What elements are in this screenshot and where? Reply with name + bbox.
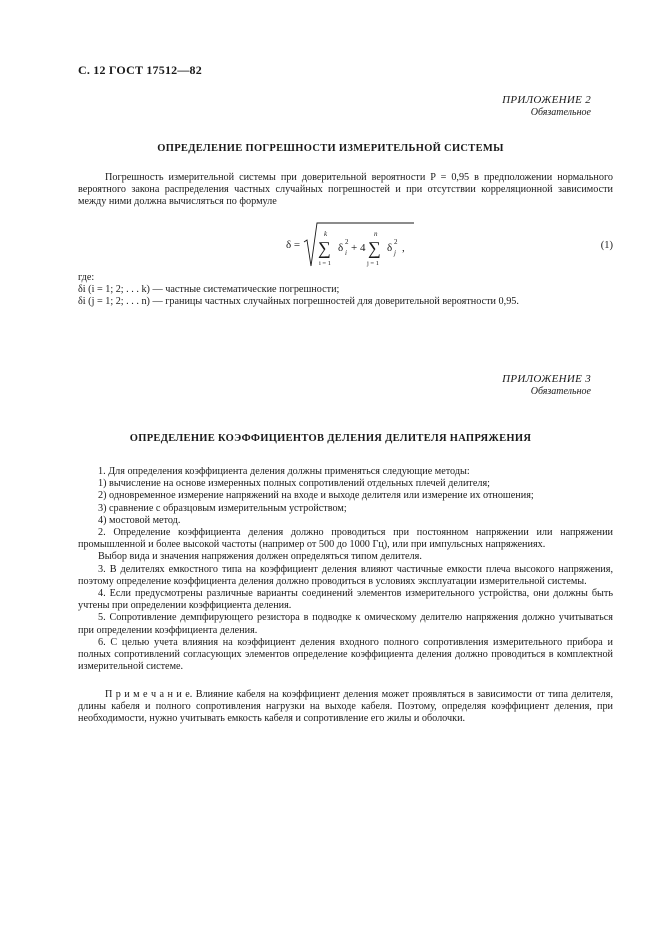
where-label: где: — [78, 272, 95, 283]
appendix-3-label-block — [502, 373, 591, 398]
list-item: 2) одновременное измерение напряжений на входе и выходе делителя или измерение их отношения; — [98, 490, 534, 502]
formula-lhs: δ = — [286, 239, 301, 251]
appendix-3-note — [78, 689, 613, 726]
list-item: 2. Определение коэффициента деления должно проводиться при постоянном напряжении или напряжении промышленной и более высокой частоты (например от 500 до 1000 Гц), или при импульсных напряжениях. — [78, 527, 613, 551]
appendix-2-intro — [78, 172, 613, 209]
term1-sup: 2 — [345, 238, 349, 246]
sum2-sigma: ∑ — [368, 238, 381, 258]
term1-sub: i — [345, 249, 347, 257]
list-item: 4. Если предусмотрены различные варианты соединений элементов измерительного устройства, они должны быть учтены при определении коэффициента деления. — [78, 588, 613, 612]
appendix-3-title: ОПРЕДЕЛЕНИЕ КОЭФФИЦИЕНТОВ ДЕЛЕНИЯ ДЕЛИТЕЛЯ НАПРЯЖЕНИЯ — [129, 433, 532, 444]
list-item: 6. С целью учета влияния на коэффициент деления входного полного сопротивления измерительного прибора и полных сопротивлений согласующих элементов определение коэффициента деления должно проводиться в комплектной измерительной системе. — [78, 636, 613, 673]
definition-item: δi (j = 1; 2; . . . n) — границы частных случайных погрешностей для доверительной вероятности 0,95. — [78, 296, 519, 308]
term2-sup: 2 — [394, 238, 398, 246]
appendix-3-status: Обязательное — [530, 386, 591, 397]
intro-paragraph: Погрешность измерительной системы при доверительной вероятности P = 0,95 в предположении нормального вероятного закона распределения частных случайных погрешностей и при отсутствии корреляционной зависимости между ними должна вычисляться по формуле — [78, 172, 613, 208]
appendix-3-label: ПРИЛОЖЕНИЕ 3 — [502, 373, 591, 385]
definition-item: δi (i = 1; 2; . . . k) — частные систематические погрешности; — [78, 284, 340, 296]
sum1-sigma: ∑ — [318, 238, 331, 258]
appendix-2-label-block — [502, 94, 591, 119]
sum1-lower: i = 1 — [319, 260, 331, 267]
list-item: 3) сравнение с образцовым измерительным устройством; — [98, 502, 347, 514]
sum2-upper: n — [374, 230, 378, 238]
list-item: 1. Для определения коэффициента деления должны применяться следующие методы: — [98, 466, 470, 477]
formula-plus: + 4 — [351, 242, 366, 254]
appendix-2-label: ПРИЛОЖЕНИЕ 2 — [502, 94, 591, 106]
sum2-lower: j = 1 — [367, 260, 379, 267]
appendix-3-body — [78, 466, 613, 673]
appendix-2-status: Обязательное — [530, 107, 591, 118]
appendix-2-title: ОПРЕДЕЛЕНИЕ ПОГРЕШНОСТИ ИЗМЕРИТЕЛЬНОЙ СИСТЕМЫ — [157, 143, 504, 154]
list-item: 4) мостовой метод. — [98, 514, 181, 526]
note-text: Влияние кабеля на коэффициент деления может проявляться в зависимости от типа делителя, длины кабеля и полного сопротивления нагрузки на выходе кабеля. Поэтому, определяя коэффициент деления, при необходимости, нужно учитывать емкость кабеля и сопротивление его жилы и оболочки. — [78, 689, 613, 725]
note-label: П р и м е ч а н и е. — [105, 689, 193, 700]
formula-tail: , — [402, 242, 405, 254]
term2-sub: j — [394, 249, 396, 257]
list-item: Выбор вида и значения напряжения должен определяться типом делителя. — [98, 551, 422, 563]
formula-1 — [0, 222, 661, 272]
list-item: 3. В делителях емкостного типа на коэффициент деления влияют частичные емкости плеча высокого напряжения, поэтому определение коэффициента деления должно проводиться в условиях эксплуатации измерительной системы. — [78, 563, 613, 587]
list-item: 5. Сопротивление демпфирующего резистора в подводке к омическому делителю напряжения должно учитываться при определении коэффициента деления. — [78, 612, 613, 636]
formula-number: (1) — [600, 240, 613, 251]
term2-delta: δ — [387, 242, 393, 254]
formula-definitions — [78, 272, 519, 309]
list-item: 1) вычисление на основе измеренных полных сопротивлений отдельных плечей делителя; — [98, 478, 490, 490]
page-header: С. 12 ГОСТ 17512—82 — [78, 63, 202, 77]
sum1-upper: k — [324, 230, 328, 238]
term1-delta: δ — [338, 242, 344, 254]
